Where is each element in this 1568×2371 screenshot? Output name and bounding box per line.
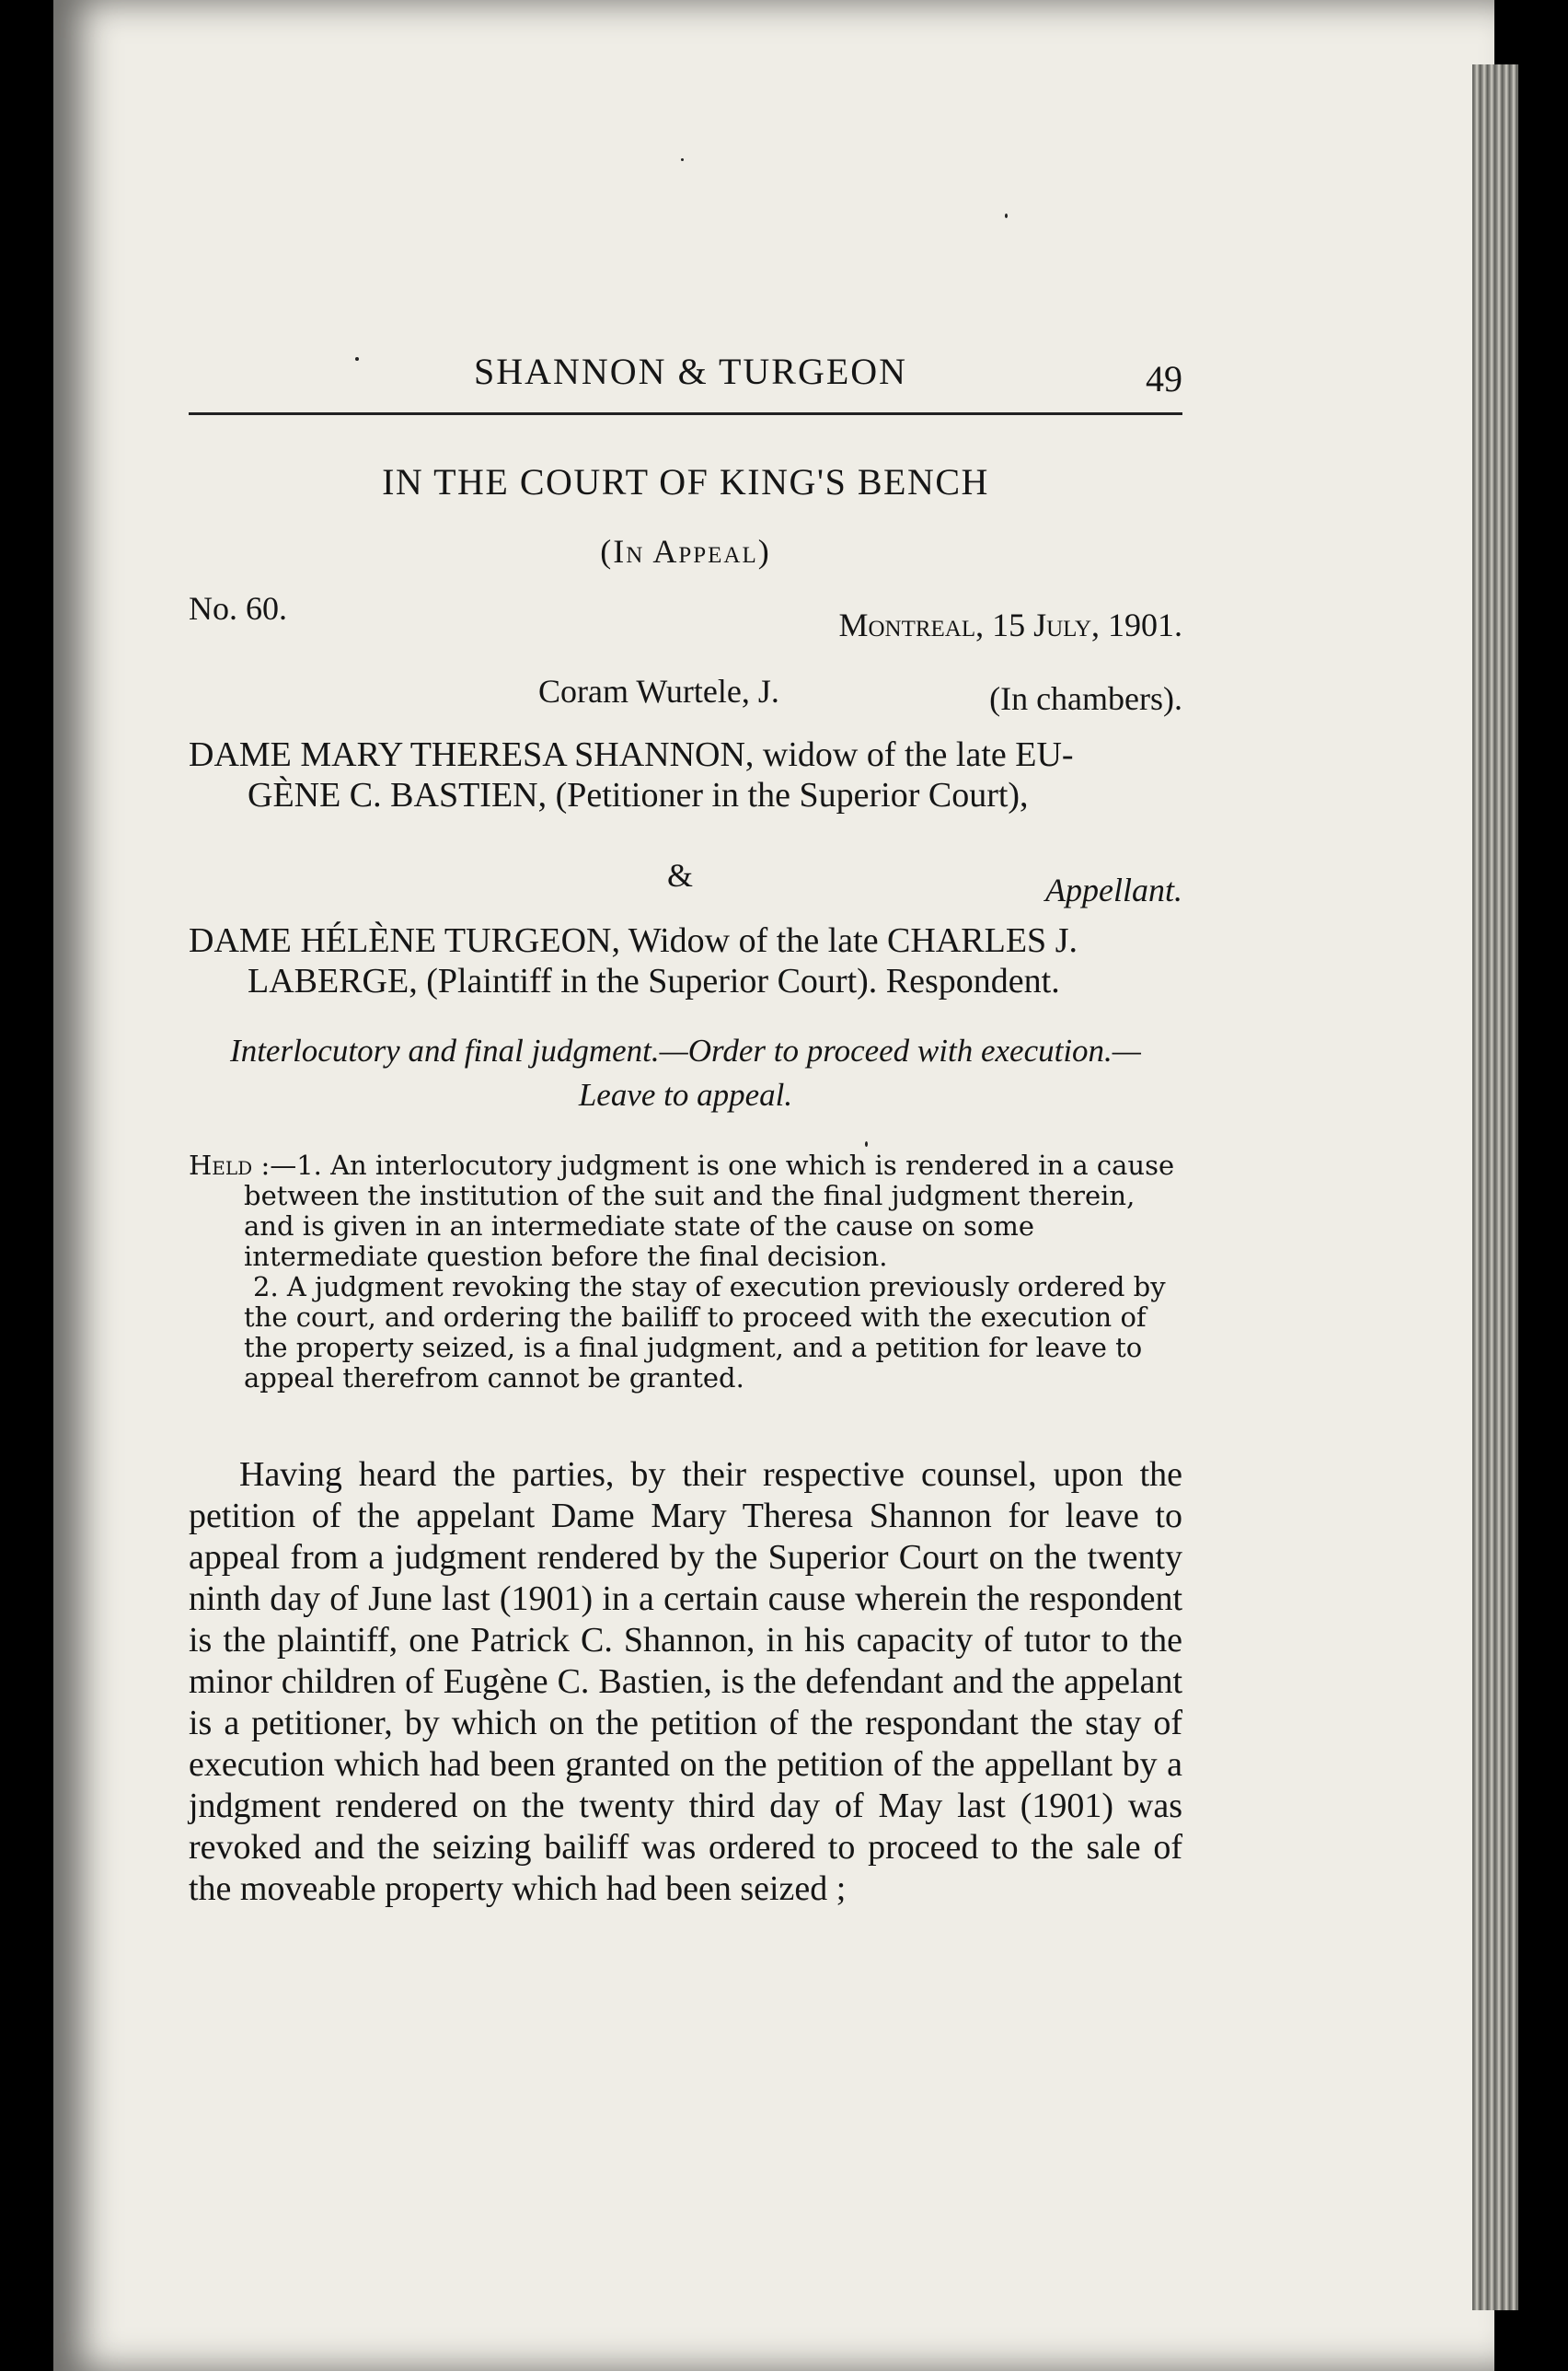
body-paragraph: Having heard the parties, by their respective counsel, upon the petition of the appelant Dame Mary Theresa Shannon for leave to appeal from a judgment rendered by the Superior Court on the twenty ninth day of June last (1901) in a certain cause wherein the respondent is the plaintiff, one Patrick C. Shannon, in his capacity of tutor to the minor children of Eugène C. Bastien, is the defendant and the appelant is a petitioner, by which on the petition of the respondant the stay of execution which had been granted on the petition of the appellant by a jndgment rendered on the twenty third day of May last (1901) was revoked and the seizing bailiff was ordered to proceed to the sale of the moveable property which had been seized ; (189, 1455, 1182, 1908)
ampersand-line (189, 856, 1182, 908)
scan-speck (1005, 214, 1008, 218)
respondent-line-1: DAME HÉLÈNE TURGEON, Widow of the late CHARLES J. (189, 921, 1078, 960)
held-headnote (189, 1151, 1182, 1394)
appellant-block (189, 734, 1182, 815)
header-rule (189, 412, 1182, 415)
scan-right-border (1518, 0, 1568, 2371)
scan-left-border (0, 0, 53, 2371)
coram-line (189, 672, 1182, 718)
appellant-line-2: GÈNE C. BASTIEN, (Petitioner in the Superior Court), (248, 776, 1029, 815)
case-number-line (189, 589, 1182, 643)
court-title: IN THE COURT OF KING'S BENCH (382, 461, 989, 503)
in-chambers: (In chambers). (989, 680, 1182, 717)
held-point-2: 2. A judgment revoking the stay of execution previously ordered by the court, and ordering the bailiff to proceed with the execution of the property seized, is a final judgment, and a petition for leave to appeal therefrom cannot be granted. (244, 1271, 1166, 1394)
appellant-line-1: DAME MARY THERESA SHANNON, widow of the late EU- (189, 735, 1074, 774)
respondent-block (189, 920, 1182, 1001)
keywords-line-2: Leave to appeal. (578, 1077, 793, 1113)
running-head (189, 350, 1182, 405)
respondent-line-2: LABERGE, (Plaintiff in the Superior Court). Respondent. (248, 962, 1060, 1000)
ampersand: & (667, 857, 694, 894)
held-point-1: :—1. An interlocutory judgment is one which is rendered in a cause between the institution of the suit and the final judgment therein, and is given in an intermediate state of the cause on some intermediate question before the final decision. (244, 1150, 1175, 1272)
coram: Coram Wurtele, J. (538, 673, 779, 710)
appellant-role: Appellant. (1045, 872, 1182, 908)
page-edges (1472, 64, 1518, 2310)
headnote-keywords (189, 1029, 1182, 1117)
place-date: Montreal, 15 July, 1901. (838, 607, 1182, 643)
scan-speck (865, 1141, 868, 1147)
judgment-body (189, 1454, 1182, 1910)
court-subtitle: (In Appeal) (600, 533, 771, 570)
page-number: 49 (1146, 358, 1182, 399)
scan-speck (681, 158, 684, 161)
held-label: Held (189, 1150, 253, 1181)
running-title: SHANNON & TURGEON (474, 351, 908, 392)
keywords-line-1: Interlocutory and final judgment.—Order to proceed with execution.— (230, 1033, 1141, 1069)
case-number: No. 60. (189, 590, 287, 627)
